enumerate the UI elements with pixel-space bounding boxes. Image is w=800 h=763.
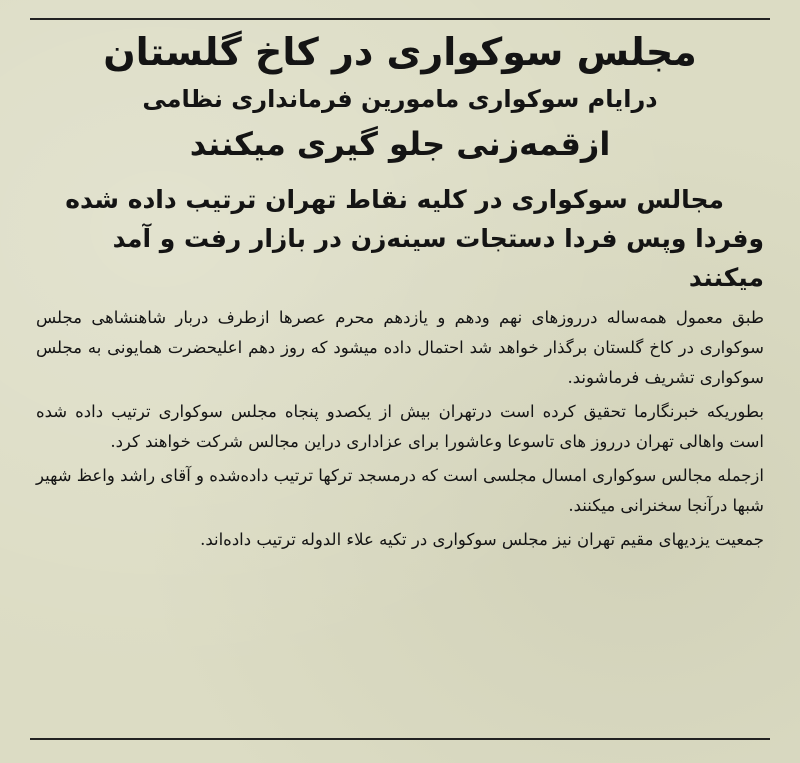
headline: مجلس سوکواری در کاخ گلستان [103, 30, 697, 74]
deck-line-2: وفردا وپس فردا دستجات سینه‌زن در بازار رفت و آمد میکنند [112, 224, 764, 292]
body-paragraph-3: ازجمله مجالس سوکواری امسال مجلسی است که درمسجد ترکها ترتیب داده‌شده و آقای راشد واعظ شهیر شبها درآنجا سخنرانی میکنند. [36, 466, 764, 515]
body-paragraph-4: جمعیت یزدیهای مقیم تهران نیز مجلس سوکواری در تکیه علاء الدوله ترتیب داده‌اند. [200, 530, 764, 549]
subheadline: درایام سوکواری مامورین فرمانداری نظامی [142, 85, 658, 113]
top-rule [30, 18, 770, 20]
article [36, 24, 764, 735]
body-paragraph-2: بطوریکه خبرنگارما تحقیق کرده است درتهران بیش از یکصدو پنجاه مجلس سوکواری ترتیب داده شده است واهالی تهران درروز های تاسوعا وعاشورا برای عزاداری دراین مجالس شرکت خواهند کرد. [36, 402, 764, 451]
deck-line-1: مجالس سوکواری در کلیه نقاط تهران ترتیب داده شده [65, 185, 724, 214]
subheadline-secondary: ازقمه‌زنی جلو گیری میکنند [189, 125, 611, 163]
body-paragraph-1: طبق معمول همه‌ساله درروزهای نهم ودهم و یازدهم محرم عصرها ازطرف دربار شاهنشاهی مجلس سوکواری در کاخ گلستان برگذار خواهد شد احتمال داده میشود که روز دهم اعلیحضرت همایونی به مجلس سوکواری تشریف فرماشوند. [36, 308, 764, 387]
bottom-rule [30, 738, 770, 740]
